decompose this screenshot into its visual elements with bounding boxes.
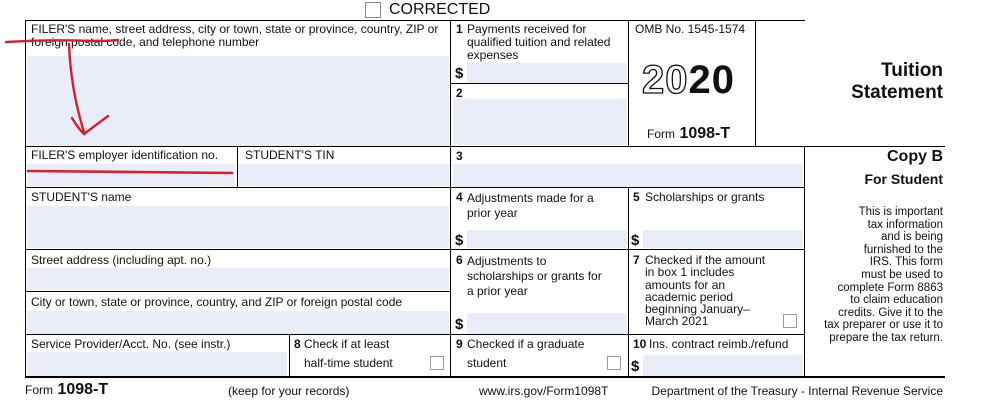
- form-title-line2: Statement: [851, 82, 943, 103]
- city-field[interactable]: [27, 311, 449, 334]
- box10-dollar: $: [631, 358, 640, 375]
- street-address-label: Street address (including apt. no.): [31, 253, 212, 267]
- box9-label: Checked if a graduate: [467, 337, 585, 351]
- copy-b-subtitle: For Student: [864, 171, 943, 187]
- box9-number: 9: [456, 337, 463, 351]
- filer-name-field[interactable]: [27, 56, 449, 146]
- box6-dollar: $: [455, 316, 464, 333]
- box8-label: Check if at least: [304, 337, 390, 351]
- filer-ein-label: FILER'S employer identification no.: [31, 148, 219, 162]
- box10-field[interactable]: [643, 355, 803, 376]
- tax-year-outline: 20: [642, 58, 689, 102]
- box8-number: 8: [294, 337, 301, 351]
- box4-dollar: $: [455, 232, 464, 249]
- form-title: [851, 60, 943, 104]
- box7-number: 7: [633, 253, 640, 267]
- box4-field[interactable]: [467, 230, 627, 248]
- box6-field[interactable]: [467, 313, 627, 334]
- box5-number: 5: [633, 190, 640, 204]
- student-name-label: STUDENT'S name: [31, 190, 132, 204]
- box9-label-2: student: [467, 356, 507, 370]
- box2-field[interactable]: [453, 99, 627, 145]
- box3-number: 3: [456, 149, 463, 163]
- box9-checkbox[interactable]: [607, 356, 621, 370]
- omb-form-number: 1098-T: [679, 125, 731, 142]
- filer-name-label: FILER'S name, street address, city or town, state or province, country, ZIP or foreign postal code, and telephone number: [31, 22, 439, 49]
- tax-year: [642, 58, 735, 102]
- street-address-field[interactable]: [27, 268, 449, 290]
- box5-field[interactable]: [643, 230, 803, 248]
- box8-checkbox[interactable]: [430, 356, 444, 370]
- box4-number: 4: [456, 190, 463, 204]
- copy-b-title: Copy B: [887, 148, 943, 165]
- box10-number: 10: [633, 337, 647, 351]
- box1-field[interactable]: [467, 63, 627, 83]
- omb-form-word: Form: [647, 127, 675, 141]
- student-tin-field[interactable]: [239, 164, 449, 186]
- box1-label: Payments received for qualified tuition and related expenses: [467, 22, 611, 62]
- corrected-label: CORRECTED: [389, 1, 491, 18]
- city-label: City or town, state or province, country, and ZIP or foreign postal code: [31, 295, 403, 309]
- box1-number: 1: [456, 22, 463, 36]
- box7-label: Checked if the amount in box 1 includes amounts for an academic period beginning January– March 2021: [645, 253, 766, 329]
- box7-checkbox[interactable]: [783, 314, 797, 328]
- footer-form-word: Form: [25, 383, 53, 397]
- copy-b-notice: This is important tax information and is being furnished to the IRS. This form must be used to complete Form 8863 to claim education credits. Give it to the tax preparer or use it to prepare the tax return.: [824, 206, 943, 344]
- box3-field[interactable]: [453, 164, 803, 187]
- form-title-line1: Tuition: [881, 60, 943, 81]
- box4-label: Adjustments made for a prior year: [467, 191, 594, 220]
- tax-year-bold: 20: [688, 58, 735, 102]
- service-provider-field[interactable]: [27, 352, 287, 376]
- omb-number: OMB No. 1545-1574: [635, 22, 746, 36]
- box5-dollar: $: [631, 232, 640, 249]
- box5-label: Scholarships or grants: [645, 190, 765, 204]
- footer-department: Department of the Treasury - Internal Revenue Service: [651, 384, 943, 398]
- footer-url[interactable]: www.irs.gov/Form1098T: [479, 384, 609, 398]
- footer-form-number: 1098-T: [57, 381, 109, 398]
- omb-form-id: [647, 125, 730, 143]
- box6-label: Adjustments to scholarships or grants for a prior year: [467, 254, 602, 298]
- filer-ein-field[interactable]: [27, 164, 235, 186]
- footer-form-id: [25, 381, 108, 399]
- footer-keep-note: (keep for your records): [228, 384, 350, 398]
- box8-label-2: half-time student: [304, 356, 393, 370]
- corrected-checkbox[interactable]: [365, 2, 381, 18]
- box10-label: Ins. contract reimb./refund: [649, 337, 789, 351]
- box1-dollar: $: [455, 65, 464, 82]
- student-name-field[interactable]: [27, 206, 449, 248]
- student-tin-label: STUDENT'S TIN: [245, 148, 335, 162]
- box2-number: 2: [456, 86, 463, 100]
- box6-number: 6: [456, 253, 463, 267]
- service-provider-label: Service Provider/Acct. No. (see instr.): [31, 337, 231, 351]
